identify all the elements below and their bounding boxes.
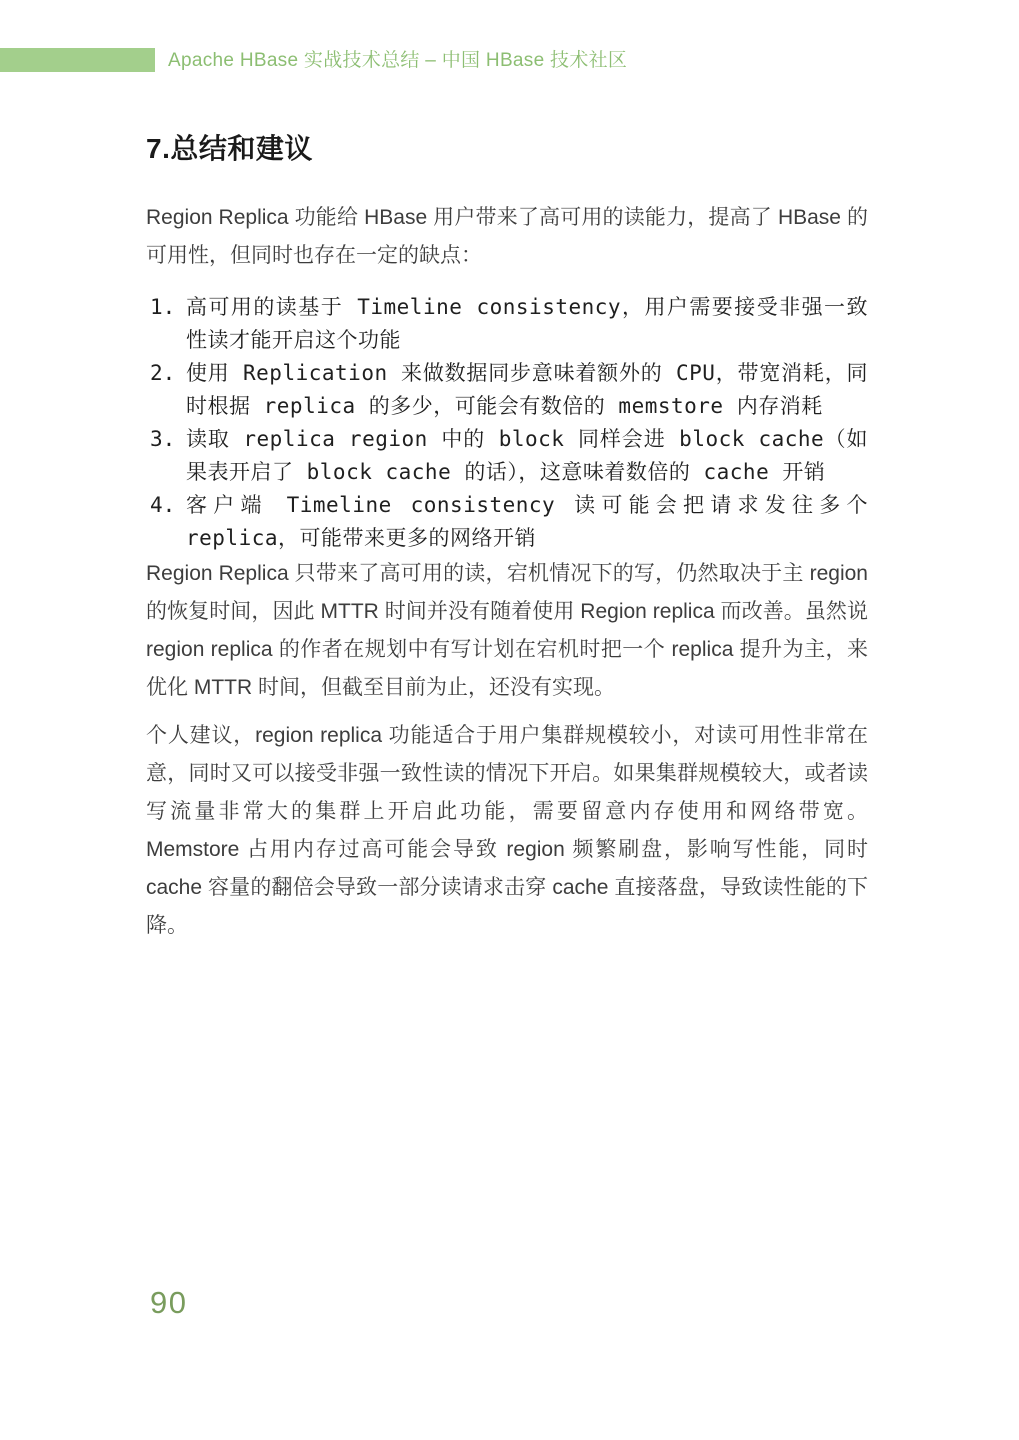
section-title: 7.总结和建议 [146,133,313,164]
intro-paragraph: Region Replica 功能给 HBase 用户带来了高可用的读能力，提高了 HBase 的可用性，但同时也存在一定的缺点： [146,206,868,267]
suggestion-paragraph: 个人建议，region replica 功能适合于用户集群规模较小，对读可用性非常在意，同时又可以接受非强一致性读的情况下开启。如果集群规模较大，或者读写流量非常大的集群上开启此功能，需要留意内存使用和网络带宽。Memstore 占用内存过高可能会导致 region 频繁刷盘，影响写性能，同时 cache 容量的翻倍会导致一部分读请求击穿 cache 直接落盘，导致读性能的下降。 [146,724,868,937]
list-item-text: 高可用的读基于 Timeline consistency，用户需要接受非强一致性读才能开启这个功能 [186,295,868,352]
page-number: 90 [150,1285,188,1320]
list-item-text: 读取 replica region 中的 block 同样会进 block cache（如果表开启了 block cache 的话），这意味着数倍的 cache 开销 [186,427,868,484]
list-item [146,489,868,555]
list-item-number: 3. [150,427,176,451]
list-item-number: 1. [150,295,176,319]
running-header-title: Apache HBase 实战技术总结 – 中国 HBase 技术社区 [168,50,628,71]
header-accent-bar [0,48,155,72]
list-item-number: 2. [150,361,176,385]
list-item-number: 4. [150,493,176,517]
list-item [146,357,868,423]
drawbacks-list [146,291,868,555]
list-item [146,423,868,489]
list-item-text: 使用 Replication 来做数据同步意味着额外的 CPU，带宽消耗，同时根据 replica 的多少，可能会有数倍的 memstore 内存消耗 [186,361,868,418]
mttr-paragraph: Region Replica 只带来了高可用的读，宕机情况下的写，仍然取决于主 region 的恢复时间，因此 MTTR 时间并没有随着使用 Region replica 而改善。虽然说 region replica 的作者在规划中有写计划在宕机时把一个 replica 提升为主，来优化 MTTR 时间，但截至目前为止，还没有实现。 [146,562,868,699]
list-item-text: 客户端 Timeline consistency 读可能会把请求发往多个 replica，可能带来更多的网络开销 [186,493,868,550]
list-item [146,291,868,357]
page-content [146,132,868,945]
